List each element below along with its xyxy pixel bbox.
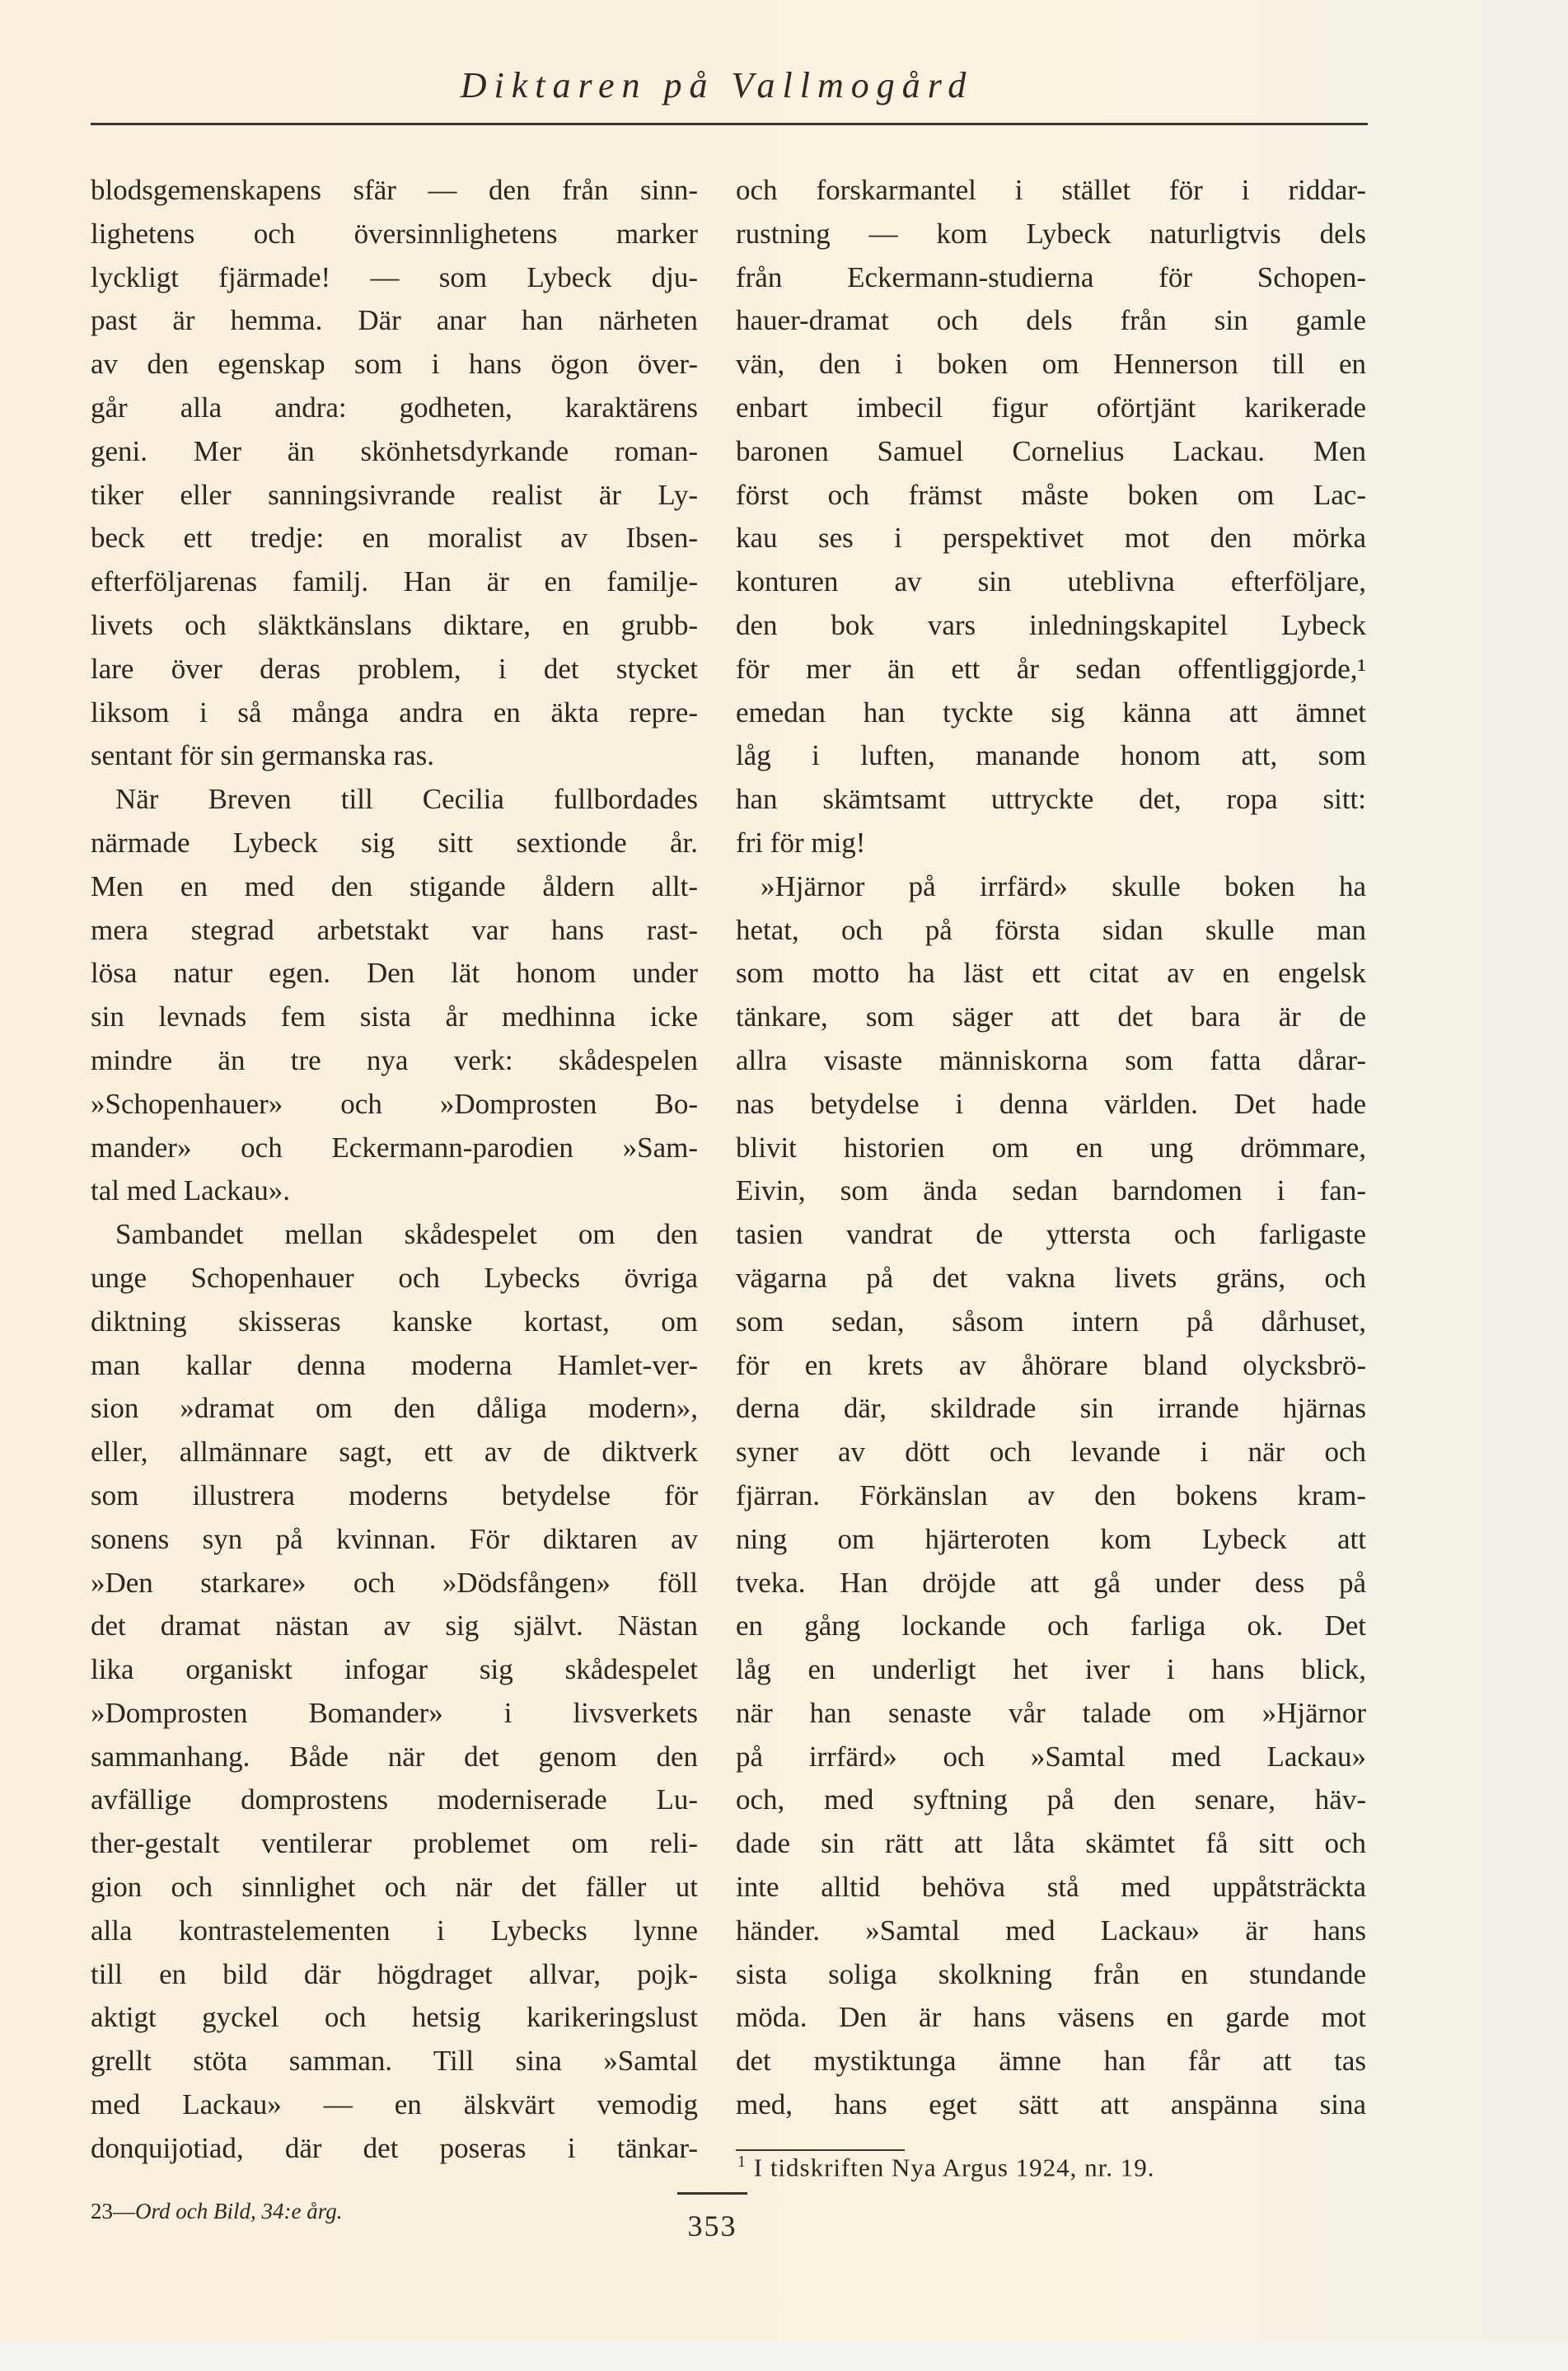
page-number: 353 [687, 2209, 737, 2242]
text-line: inte alltid behöva stå med uppåtsträckta [736, 1871, 1366, 1904]
text-line: av den egenskap som i hans ögon över- [91, 348, 698, 381]
footnote-rule [736, 2149, 905, 2151]
text-line: efterföljarenas familj. Han är en familje- [91, 565, 698, 598]
footnote [737, 2153, 1155, 2182]
text-line: lyckligt fjärmade! — som Lybeck dju- [91, 260, 698, 293]
text-line: livets och släktkänslans diktare, en grubb- [91, 608, 698, 641]
text-line: till en bild där högdraget allvar, pojk- [91, 1957, 698, 1990]
text-line: »Domprosten Bomander» i livsverkets [91, 1696, 698, 1729]
text-line: unge Schopenhauer och Lybecks övriga [91, 1261, 698, 1294]
text-line: »Den starkare» och »Dödsfången» föll [91, 1566, 698, 1599]
text-line: och, med syftning på den senare, häv- [736, 1783, 1366, 1816]
text-line: tiker eller sanningsivrande realist är Ly- [91, 478, 698, 511]
text-line: eller, allmännare sagt, ett av de diktverk [91, 1436, 698, 1469]
text-line: fri för mig! [736, 826, 866, 859]
text-line: baronen Samuel Cornelius Lackau. Men [736, 434, 1366, 467]
text-line: först och främst måste boken om Lac- [736, 478, 1366, 511]
text-line: vägarna på det vakna livets gräns, och [736, 1261, 1366, 1294]
text-line: beck ett tredje: en moralist av Ibsen- [91, 522, 698, 555]
text-line: lare över deras problem, i det stycket [91, 652, 698, 685]
text-line: för en krets av åhörare bland olycksbrö- [736, 1348, 1366, 1381]
text-line: och forskarmantel i stället för i riddar- [736, 174, 1366, 206]
text-line: tänkare, som säger att det bara är de [736, 1000, 1366, 1033]
text-line: fjärran. Förkänslan av den bokens kram- [736, 1478, 1366, 1511]
text-line: han skämtsamt uttryckte det, ropa sitt: [736, 783, 1366, 816]
text-line: för mer än ett år sedan offentliggjorde,¹ [736, 652, 1366, 685]
text-line: dade sin rätt att låta skämtet få sitt och [736, 1827, 1366, 1860]
text-line: sion »dramat om den dåliga modern», [91, 1392, 698, 1425]
footnote-marker: 1 [737, 2153, 747, 2171]
text-line: den bok vars inledningskapitel Lybeck [736, 608, 1366, 641]
text-line: avfällige domprostens moderniserade Lu- [91, 1783, 698, 1816]
text-line: lösa natur egen. Den lät honom under [91, 957, 698, 990]
text-line: sista soliga skolkning från en stundande [736, 1957, 1366, 1990]
text-line: »Hjärnor på irrfärd» skulle boken ha [761, 869, 1366, 902]
text-line: låg en underligt het iver i hans blick, [736, 1653, 1366, 1686]
text-line: mera stegrad arbetstakt var hans rast- [91, 913, 698, 946]
text-line: på irrfärd» och »Samtal med Lackau» [736, 1740, 1366, 1773]
text-line: alla kontrastelementen i Lybecks lynne [91, 1914, 698, 1947]
text-line: med Lackau» — en älskvärt vemodig [91, 2088, 698, 2121]
page-number-rule [677, 2192, 747, 2195]
text-line: past är hemma. Där anar han närheten [91, 304, 698, 337]
text-line: från Eckermann-studierna för Schopen- [736, 260, 1366, 293]
text-line: en gång lockande och farliga ok. Det [736, 1610, 1366, 1642]
text-line: tasien vandrat de yttersta och farligaste [736, 1218, 1366, 1251]
text-line: som sedan, såsom intern på dårhuset, [736, 1305, 1366, 1338]
text-line: ning om hjärteroten kom Lybeck att [736, 1522, 1366, 1555]
text-line: allra visaste människorna som fatta dårar- [736, 1043, 1366, 1076]
text-line: »Schopenhauer» och »Domprosten Bo- [91, 1087, 698, 1120]
text-line: rustning — kom Lybeck naturligtvis dels [736, 217, 1366, 250]
text-line: Sambandet mellan skådespelet om den [115, 1218, 698, 1251]
text-line: kau ses i perspektivet mot den mörka [736, 522, 1366, 555]
text-line: mindre än tre nya verk: skådespelen [91, 1043, 698, 1076]
text-line: det dramat nästan av sig självt. Nästan [91, 1610, 698, 1642]
text-line: sonens syn på kvinnan. För diktaren av [91, 1522, 698, 1555]
text-line: diktning skisseras kanske kortast, om [91, 1305, 698, 1338]
scan-bottom-edge [0, 2341, 1568, 2371]
text-line: lighetens och översinnlighetens marker [91, 217, 698, 250]
text-line: grellt stöta samman. Till sina »Samtal [91, 2045, 698, 2078]
text-line: med, hans eget sätt att anspänna sina [736, 2088, 1366, 2121]
text-line: händer. »Samtal med Lackau» är hans [736, 1914, 1366, 1947]
signature-number: 23— [91, 2199, 135, 2223]
text-line: Men en med den stigande åldern allt- [91, 869, 698, 902]
header-rule [91, 123, 1368, 125]
text-line: mander» och Eckermann-parodien »Sam- [91, 1131, 698, 1164]
signature-mark [91, 2199, 342, 2224]
text-line: När Breven till Cecilia fullbordades [115, 783, 698, 816]
running-header: Diktaren på Vallmogård [460, 65, 974, 105]
text-line: tal med Lackau». [91, 1174, 290, 1207]
text-line: närmade Lybeck sig sitt sextionde år. [91, 826, 698, 859]
text-line: tveka. Han dröjde att gå under dess på [736, 1566, 1366, 1599]
text-line: derna där, skildrade sin irrande hjärnas [736, 1392, 1366, 1425]
text-line: hauer-dramat och dels från sin gamle [736, 304, 1366, 337]
text-line: sentant för sin germanska ras. [91, 739, 434, 772]
left-column [91, 169, 698, 2171]
text-line: emedan han tyckte sig känna att ämnet [736, 696, 1366, 729]
text-line: sin levnads fem sista år medhinna icke [91, 1000, 698, 1033]
text-line: möda. Den är hans väsens en garde mot [736, 2001, 1366, 2034]
text-line: man kallar denna moderna Hamlet-ver- [91, 1348, 698, 1381]
text-line: Eivin, som ända sedan barndomen i fan- [736, 1174, 1366, 1207]
right-column [736, 169, 1366, 2127]
text-line: nas betydelse i denna världen. Det hade [736, 1087, 1366, 1120]
text-line: låg i luften, manande honom att, som [736, 739, 1366, 772]
journal-name: Ord och Bild, 34:e årg. [135, 2199, 343, 2223]
text-line: donquijotiad, där det poseras i tänkar- [91, 2131, 698, 2164]
text-line: hetat, och på första sidan skulle man [736, 913, 1366, 946]
text-line: det mystiktunga ämne han får att tas [736, 2045, 1366, 2078]
text-line: som illustrera moderns betydelse för [91, 1478, 698, 1511]
text-line: sammanhang. Både när det genom den [91, 1740, 698, 1773]
text-line: geni. Mer än skönhetsdyrkande roman- [91, 434, 698, 467]
text-line: blivit historien om en ung drömmare, [736, 1131, 1366, 1164]
text-line: liksom i så många andra en äkta repre- [91, 696, 698, 729]
text-line: vän, den i boken om Hennerson till en [736, 348, 1366, 381]
text-line: syner av dött och levande i när och [736, 1436, 1366, 1469]
text-line: ther-gestalt ventilerar problemet om reli- [91, 1827, 698, 1860]
text-line: går alla andra: godheten, karaktärens [91, 391, 698, 424]
text-line: aktigt gyckel och hetsig karikeringslust [91, 2001, 698, 2034]
text-line: gion och sinnlighet och när det fäller ut [91, 1871, 698, 1904]
text-line: enbart imbecil figur oförtjänt karikerade [736, 391, 1366, 424]
footnote-text: I tidskriften Nya Argus 1924, nr. 19. [753, 2153, 1155, 2182]
text-line: blodsgemenskapens sfär — den från sinn- [91, 174, 698, 206]
text-line: när han senaste vår talade om »Hjärnor [736, 1696, 1366, 1729]
text-line: som motto ha läst ett citat av en engelsk [736, 957, 1366, 990]
text-line: konturen av sin uteblivna efterföljare, [736, 565, 1366, 598]
text-line: lika organiskt infogar sig skådespelet [91, 1653, 698, 1686]
